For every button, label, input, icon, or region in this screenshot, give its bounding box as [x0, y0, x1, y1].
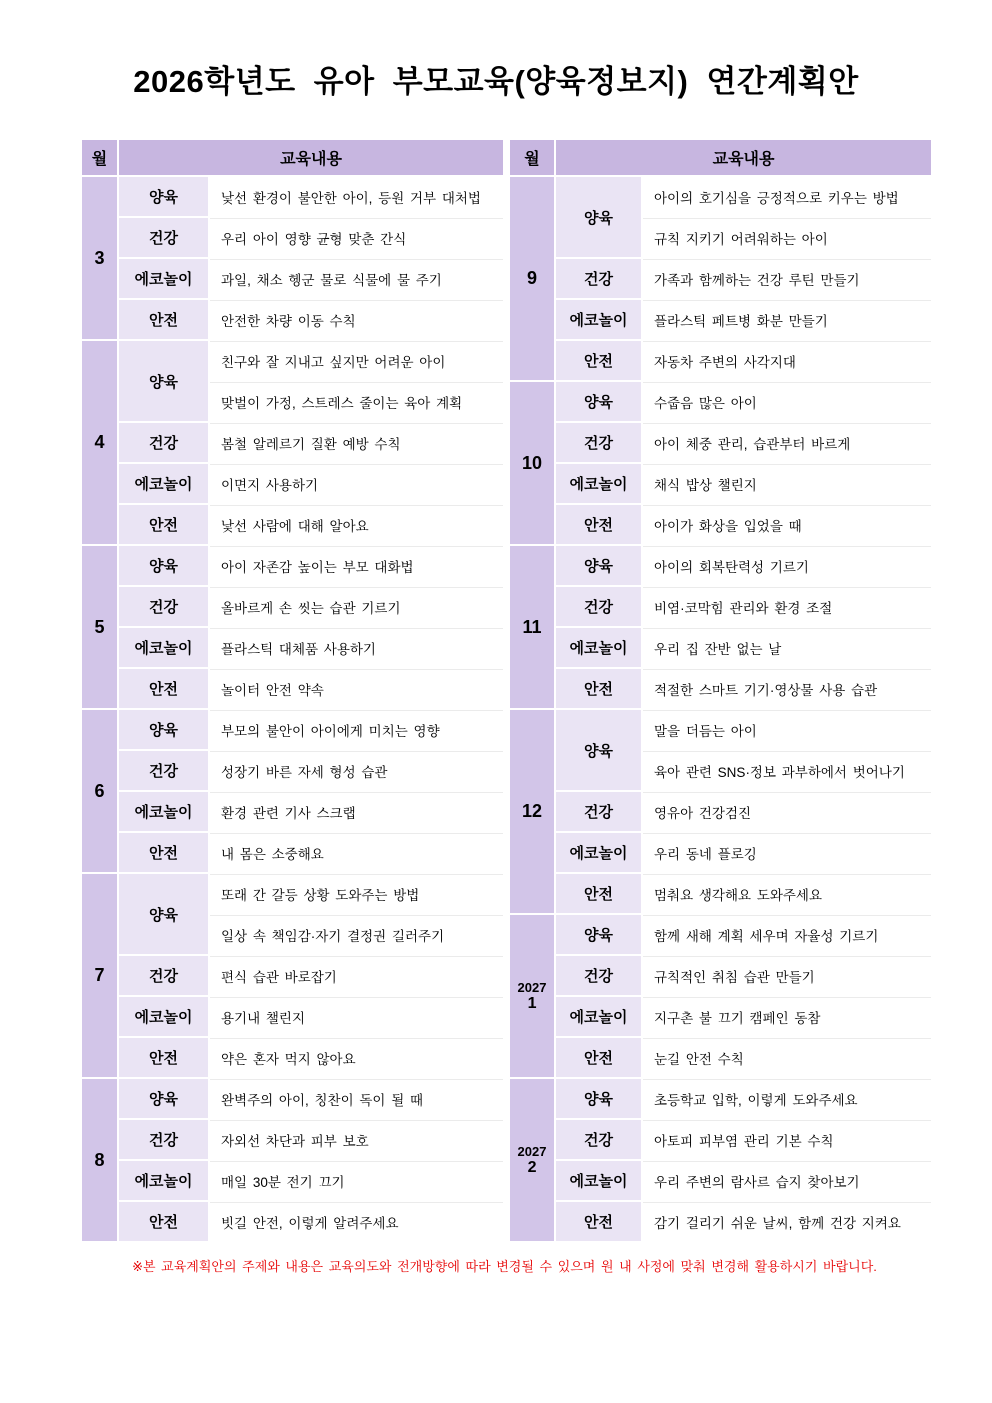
column-header-month: 월 — [509, 139, 555, 176]
column-header-content: 교육내용 — [555, 139, 932, 176]
content-cell: 비염·코막힘 관리와 환경 조절 — [642, 586, 932, 627]
content-cell: 올바르게 손 씻는 습관 기르기 — [209, 586, 504, 627]
table-row — [509, 586, 932, 627]
content-cell: 우리 주변의 람사르 습지 찾아보기 — [642, 1160, 932, 1201]
table-row — [509, 1119, 932, 1160]
table-row — [81, 299, 504, 340]
category-cell: 에코놀이 — [555, 996, 642, 1037]
footer-note: ※본 교육계획안의 주제와 내용은 교육의도와 전개방향에 따라 변경될 수 있으며 원 내 사정에 맞춰 변경해 활용하시기 바랍니다. — [132, 1259, 877, 1274]
content-cell: 이면지 사용하기 — [209, 463, 504, 504]
category-cell: 양육 — [118, 176, 209, 217]
category-cell: 건강 — [555, 258, 642, 299]
content-cell: 내 몸은 소중해요 — [209, 832, 504, 873]
plan-table-left — [80, 138, 505, 1243]
category-cell: 안전 — [118, 1201, 209, 1242]
table-row — [81, 258, 504, 299]
content-cell: 수줍음 많은 아이 — [642, 381, 932, 422]
table-row — [509, 504, 932, 545]
content-cell: 아이 체중 관리, 습관부터 바르게 — [642, 422, 932, 463]
table-row — [509, 873, 932, 914]
category-cell: 양육 — [118, 709, 209, 750]
category-cell: 에코놀이 — [118, 996, 209, 1037]
content-cell: 말을 더듬는 아이 — [642, 709, 932, 750]
table-row — [81, 1160, 504, 1201]
category-cell: 에코놀이 — [555, 299, 642, 340]
category-cell: 안전 — [555, 1037, 642, 1078]
table-row — [81, 463, 504, 504]
category-cell: 에코놀이 — [555, 627, 642, 668]
content-cell: 함께 새해 계획 세우며 자율성 기르기 — [642, 914, 932, 955]
month-cell — [509, 914, 555, 1078]
category-cell: 에코놀이 — [555, 832, 642, 873]
table-row — [509, 914, 932, 955]
table-row — [509, 996, 932, 1037]
content-cell: 완벽주의 아이, 칭찬이 독이 될 때 — [209, 1078, 504, 1119]
content-cell: 지구촌 불 끄기 캠페인 동참 — [642, 996, 932, 1037]
table-row — [81, 750, 504, 791]
table-row — [81, 1078, 504, 1119]
table-row — [509, 955, 932, 996]
content-cell: 일상 속 책임감·자기 결정권 길러주기 — [209, 914, 504, 955]
table-row — [509, 299, 932, 340]
table-row — [81, 217, 504, 258]
category-cell: 건강 — [555, 1119, 642, 1160]
table-row — [509, 791, 932, 832]
table-row — [509, 709, 932, 750]
month-cell: 5 — [81, 545, 118, 709]
content-cell: 낯선 환경이 불안한 아이, 등원 거부 대처법 — [209, 176, 504, 217]
content-cell: 약은 혼자 먹지 않아요 — [209, 1037, 504, 1078]
table-row — [81, 340, 504, 381]
month-number-label: 1 — [527, 995, 537, 1012]
table-header-row — [81, 139, 504, 176]
table-row — [509, 668, 932, 709]
content-cell: 우리 아이 영향 균형 맞춘 간식 — [209, 217, 504, 258]
category-cell: 안전 — [118, 299, 209, 340]
table-row — [509, 1078, 932, 1119]
table-row — [81, 1119, 504, 1160]
category-cell: 양육 — [555, 914, 642, 955]
category-cell: 건강 — [118, 750, 209, 791]
category-cell: 안전 — [555, 504, 642, 545]
category-cell: 양육 — [555, 709, 642, 791]
table-row — [81, 1201, 504, 1242]
content-cell: 아이의 호기심을 긍정적으로 키우는 방법 — [642, 176, 932, 217]
content-cell: 멈춰요 생각해요 도와주세요 — [642, 873, 932, 914]
content-cell: 아토피 피부염 관리 기본 수칙 — [642, 1119, 932, 1160]
content-cell: 육아 관련 SNS·정보 과부하에서 벗어나기 — [642, 750, 932, 791]
category-cell: 에코놀이 — [118, 627, 209, 668]
category-cell: 건강 — [555, 422, 642, 463]
content-cell: 안전한 차량 이동 수칙 — [209, 299, 504, 340]
table-row — [81, 709, 504, 750]
table-row — [509, 381, 932, 422]
content-cell: 가족과 함께하는 건강 루틴 만들기 — [642, 258, 932, 299]
category-cell: 안전 — [118, 504, 209, 545]
category-cell: 안전 — [555, 1201, 642, 1242]
category-cell: 양육 — [555, 1078, 642, 1119]
content-cell: 아이 자존감 높이는 부모 대화법 — [209, 545, 504, 586]
category-cell: 양육 — [118, 545, 209, 586]
table-row — [81, 668, 504, 709]
category-cell: 양육 — [555, 545, 642, 586]
month-cell: 9 — [509, 176, 555, 381]
table-row — [509, 1160, 932, 1201]
column-header-content: 교육내용 — [118, 139, 504, 176]
category-cell: 양육 — [555, 381, 642, 422]
table-row — [509, 1201, 932, 1242]
month-year-label: 2027 — [517, 1144, 547, 1159]
category-cell: 건강 — [555, 791, 642, 832]
category-cell: 에코놀이 — [555, 1160, 642, 1201]
table-row — [81, 627, 504, 668]
table-row — [509, 463, 932, 504]
table-row — [509, 176, 932, 217]
content-cell: 친구와 잘 지내고 싶지만 어려운 아이 — [209, 340, 504, 381]
month-number-label: 2 — [527, 1159, 537, 1176]
category-cell: 에코놀이 — [118, 791, 209, 832]
page-title: 2026학년도 유아 부모교육(양육정보지) 연간계획안 — [133, 64, 859, 99]
table-row — [81, 1037, 504, 1078]
content-cell: 플라스틱 대체품 사용하기 — [209, 627, 504, 668]
table-row — [81, 545, 504, 586]
category-cell: 안전 — [118, 668, 209, 709]
table-row — [81, 586, 504, 627]
content-cell: 환경 관련 기사 스크랩 — [209, 791, 504, 832]
content-cell: 플라스틱 페트병 화분 만들기 — [642, 299, 932, 340]
table-row — [81, 176, 504, 217]
category-cell: 에코놀이 — [118, 258, 209, 299]
category-cell: 양육 — [118, 340, 209, 422]
month-cell: 3 — [81, 176, 118, 340]
month-cell: 8 — [81, 1078, 118, 1242]
content-cell: 편식 습관 바로잡기 — [209, 955, 504, 996]
content-cell: 채식 밥상 챌린지 — [642, 463, 932, 504]
table-row — [509, 832, 932, 873]
month-cell: 10 — [509, 381, 555, 545]
content-cell: 매일 30분 전기 끄기 — [209, 1160, 504, 1201]
content-cell: 아이가 화상을 입었을 때 — [642, 504, 932, 545]
category-cell: 양육 — [118, 1078, 209, 1119]
category-cell: 건강 — [555, 955, 642, 996]
annual-plan-table — [80, 138, 929, 1243]
category-cell: 건강 — [118, 422, 209, 463]
category-cell: 건강 — [118, 955, 209, 996]
content-cell: 규칙 지키기 어려워하는 아이 — [642, 217, 932, 258]
category-cell: 양육 — [118, 873, 209, 955]
table-row — [81, 955, 504, 996]
content-cell: 초등학교 입학, 이렇게 도와주세요 — [642, 1078, 932, 1119]
content-cell: 또래 간 갈등 상황 도와주는 방법 — [209, 873, 504, 914]
category-cell: 건강 — [555, 586, 642, 627]
category-cell: 안전 — [118, 832, 209, 873]
content-cell: 봄철 알레르기 질환 예방 수칙 — [209, 422, 504, 463]
content-cell: 자외선 차단과 피부 보호 — [209, 1119, 504, 1160]
table-row — [509, 545, 932, 586]
month-year-label: 2027 — [517, 980, 547, 995]
content-cell: 빗길 안전, 이렇게 알려주세요 — [209, 1201, 504, 1242]
table-row — [81, 832, 504, 873]
table-row — [509, 422, 932, 463]
content-cell: 자동차 주변의 사각지대 — [642, 340, 932, 381]
content-cell: 눈길 안전 수칙 — [642, 1037, 932, 1078]
category-cell: 안전 — [118, 1037, 209, 1078]
content-cell: 규칙적인 취침 습관 만들기 — [642, 955, 932, 996]
category-cell: 건강 — [118, 1119, 209, 1160]
category-cell: 에코놀이 — [118, 463, 209, 504]
month-cell: 11 — [509, 545, 555, 709]
table-row — [509, 1037, 932, 1078]
content-cell: 아이의 회복탄력성 기르기 — [642, 545, 932, 586]
content-cell: 영유아 건강검진 — [642, 791, 932, 832]
content-cell: 적절한 스마트 기기·영상물 사용 습관 — [642, 668, 932, 709]
category-cell: 에코놀이 — [118, 1160, 209, 1201]
table-row — [509, 258, 932, 299]
month-cell: 12 — [509, 709, 555, 914]
category-cell: 안전 — [555, 340, 642, 381]
category-cell: 에코놀이 — [555, 463, 642, 504]
table-row — [81, 996, 504, 1037]
content-cell: 성장기 바른 자세 형성 습관 — [209, 750, 504, 791]
content-cell: 용기내 챌린지 — [209, 996, 504, 1037]
table-row — [509, 627, 932, 668]
category-cell: 안전 — [555, 873, 642, 914]
table-row — [509, 340, 932, 381]
category-cell: 건강 — [118, 586, 209, 627]
column-header-month: 월 — [81, 139, 118, 176]
content-cell: 과일, 채소 헹군 물로 식물에 물 주기 — [209, 258, 504, 299]
content-cell: 낯선 사람에 대해 알아요 — [209, 504, 504, 545]
table-row — [81, 791, 504, 832]
table-row — [81, 873, 504, 914]
table-header-row — [509, 139, 932, 176]
month-cell — [509, 1078, 555, 1242]
content-cell: 우리 집 잔반 없는 날 — [642, 627, 932, 668]
category-cell: 양육 — [555, 176, 642, 258]
month-cell: 7 — [81, 873, 118, 1078]
table-row — [81, 504, 504, 545]
content-cell: 부모의 불안이 아이에게 미치는 영향 — [209, 709, 504, 750]
table-row — [81, 422, 504, 463]
content-cell: 감기 걸리기 쉬운 날씨, 함께 건강 지켜요 — [642, 1201, 932, 1242]
category-cell: 건강 — [118, 217, 209, 258]
content-cell: 놀이터 안전 약속 — [209, 668, 504, 709]
content-cell: 우리 동네 플로깅 — [642, 832, 932, 873]
category-cell: 안전 — [555, 668, 642, 709]
content-cell: 맞벌이 가정, 스트레스 줄이는 육아 계획 — [209, 381, 504, 422]
month-cell: 6 — [81, 709, 118, 873]
month-cell: 4 — [81, 340, 118, 545]
plan-table-right — [508, 138, 933, 1243]
